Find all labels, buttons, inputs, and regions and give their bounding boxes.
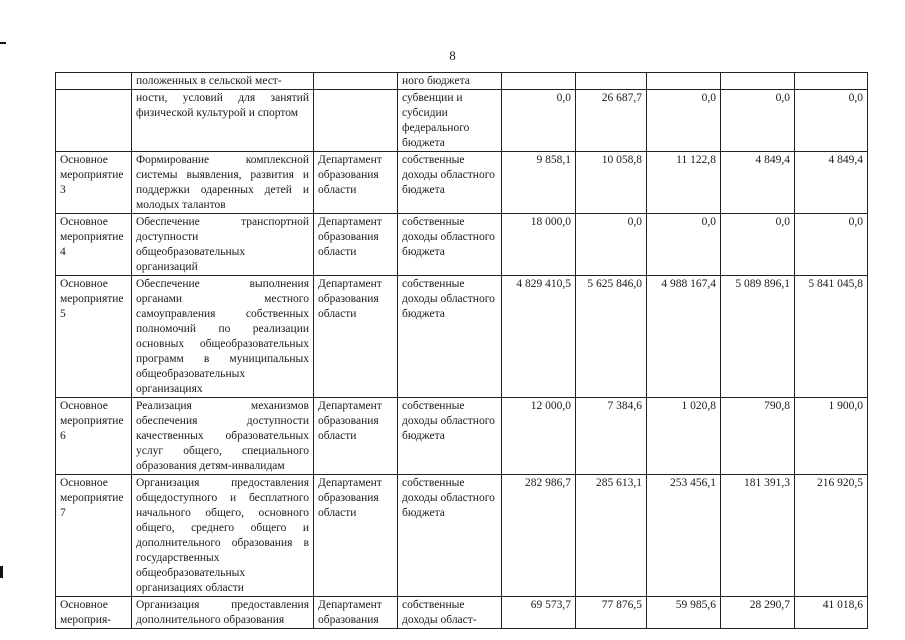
department-cell: Департамент образования области xyxy=(314,276,398,398)
funding-source-cell: собственные доходы областного бюджета xyxy=(398,276,502,398)
value-cell: 77 876,5 xyxy=(576,597,647,629)
scan-edge-mark xyxy=(0,566,3,578)
value-cell: 59 985,6 xyxy=(647,597,721,629)
value-cell: 5 625 846,0 xyxy=(576,276,647,398)
value-cell: 0,0 xyxy=(795,90,868,152)
value-cell: 5 841 045,8 xyxy=(795,276,868,398)
measure-name-cell: Организация предоставления дополнительного образования xyxy=(132,597,314,629)
table-row xyxy=(56,398,868,475)
funding-source-cell: ного бюджета xyxy=(398,73,502,90)
measure-cell: Основное мероприятие 5 xyxy=(56,276,132,398)
value-cell xyxy=(647,73,721,90)
value-cell: 790,8 xyxy=(721,398,795,475)
table-row xyxy=(56,597,868,629)
table-row xyxy=(56,152,868,214)
value-cell: 0,0 xyxy=(502,90,576,152)
value-cell: 216 920,5 xyxy=(795,475,868,597)
value-cell: 0,0 xyxy=(795,214,868,276)
measure-name-cell: ности, условий для занятий физической культурой и спортом xyxy=(132,90,314,152)
value-cell: 1 020,8 xyxy=(647,398,721,475)
value-cell: 41 018,6 xyxy=(795,597,868,629)
department-cell: Департамент образования xyxy=(314,597,398,629)
table-row xyxy=(56,90,868,152)
value-cell: 285 613,1 xyxy=(576,475,647,597)
value-cell: 26 687,7 xyxy=(576,90,647,152)
table-row xyxy=(56,475,868,597)
value-cell xyxy=(795,73,868,90)
measure-cell: Основное мероприя- xyxy=(56,597,132,629)
measure-cell: Основное мероприятие 7 xyxy=(56,475,132,597)
department-cell: Департамент образования области xyxy=(314,475,398,597)
value-cell xyxy=(721,73,795,90)
funding-source-cell: собственные доходы област- xyxy=(398,597,502,629)
value-cell: 28 290,7 xyxy=(721,597,795,629)
value-cell xyxy=(576,73,647,90)
value-cell: 181 391,3 xyxy=(721,475,795,597)
measure-cell: Основное мероприятие 4 xyxy=(56,214,132,276)
department-cell xyxy=(314,90,398,152)
department-cell: Департамент образования области xyxy=(314,152,398,214)
funding-source-cell: собственные доходы областного бюджета xyxy=(398,475,502,597)
measure-cell xyxy=(56,90,132,152)
value-cell: 12 000,0 xyxy=(502,398,576,475)
value-cell: 0,0 xyxy=(721,214,795,276)
value-cell: 253 456,1 xyxy=(647,475,721,597)
funding-source-cell: собственные доходы областного бюджета xyxy=(398,214,502,276)
value-cell: 4 849,4 xyxy=(721,152,795,214)
scan-edge-mark xyxy=(0,42,6,44)
value-cell: 5 089 896,1 xyxy=(721,276,795,398)
measure-name-cell: Обеспечение транспортной доступности общеобразовательных организаций xyxy=(132,214,314,276)
value-cell: 18 000,0 xyxy=(502,214,576,276)
funding-source-cell: субвенции и субсидии федерального бюджета xyxy=(398,90,502,152)
funding-table xyxy=(55,72,868,629)
funding-source-cell: собственные доходы областного бюджета xyxy=(398,152,502,214)
value-cell: 69 573,7 xyxy=(502,597,576,629)
measure-cell xyxy=(56,73,132,90)
value-cell xyxy=(502,73,576,90)
value-cell: 4 988 167,4 xyxy=(647,276,721,398)
value-cell: 7 384,6 xyxy=(576,398,647,475)
measure-name-cell: Формирование комплексной системы выявления, развития и поддержки одаренных детей и молодых талантов xyxy=(132,152,314,214)
value-cell: 4 829 410,5 xyxy=(502,276,576,398)
department-cell: Департамент образования области xyxy=(314,398,398,475)
value-cell: 1 900,0 xyxy=(795,398,868,475)
value-cell: 11 122,8 xyxy=(647,152,721,214)
value-cell: 0,0 xyxy=(576,214,647,276)
measure-cell: Основное мероприятие 6 xyxy=(56,398,132,475)
measure-name-cell: Обеспечение выполнения органами местного самоуправления собственных полномочий по реализации основных общеобразовательных программ в муниципальных общеобразовательных организациях xyxy=(132,276,314,398)
table-row xyxy=(56,73,868,90)
measure-name-cell: Организация предоставления общедоступного и бесплатного начального общего, основного общего, среднего общего и дополнительного образования в государственных общеобразовательных организациях области xyxy=(132,475,314,597)
table-row xyxy=(56,214,868,276)
value-cell: 0,0 xyxy=(721,90,795,152)
value-cell: 9 858,1 xyxy=(502,152,576,214)
value-cell: 4 849,4 xyxy=(795,152,868,214)
value-cell: 282 986,7 xyxy=(502,475,576,597)
department-cell: Департамент образования области xyxy=(314,214,398,276)
measure-name-cell: положенных в сельской мест- xyxy=(132,73,314,90)
department-cell xyxy=(314,73,398,90)
page-number: 8 xyxy=(449,48,456,63)
table-row xyxy=(56,276,868,398)
value-cell: 0,0 xyxy=(647,214,721,276)
value-cell: 0,0 xyxy=(647,90,721,152)
measure-name-cell: Реализация механизмов обеспечения доступности качественных образовательных услуг общего, специального образования детям-инвалидам xyxy=(132,398,314,475)
value-cell: 10 058,8 xyxy=(576,152,647,214)
measure-cell: Основное мероприятие 3 xyxy=(56,152,132,214)
funding-source-cell: собственные доходы областного бюджета xyxy=(398,398,502,475)
